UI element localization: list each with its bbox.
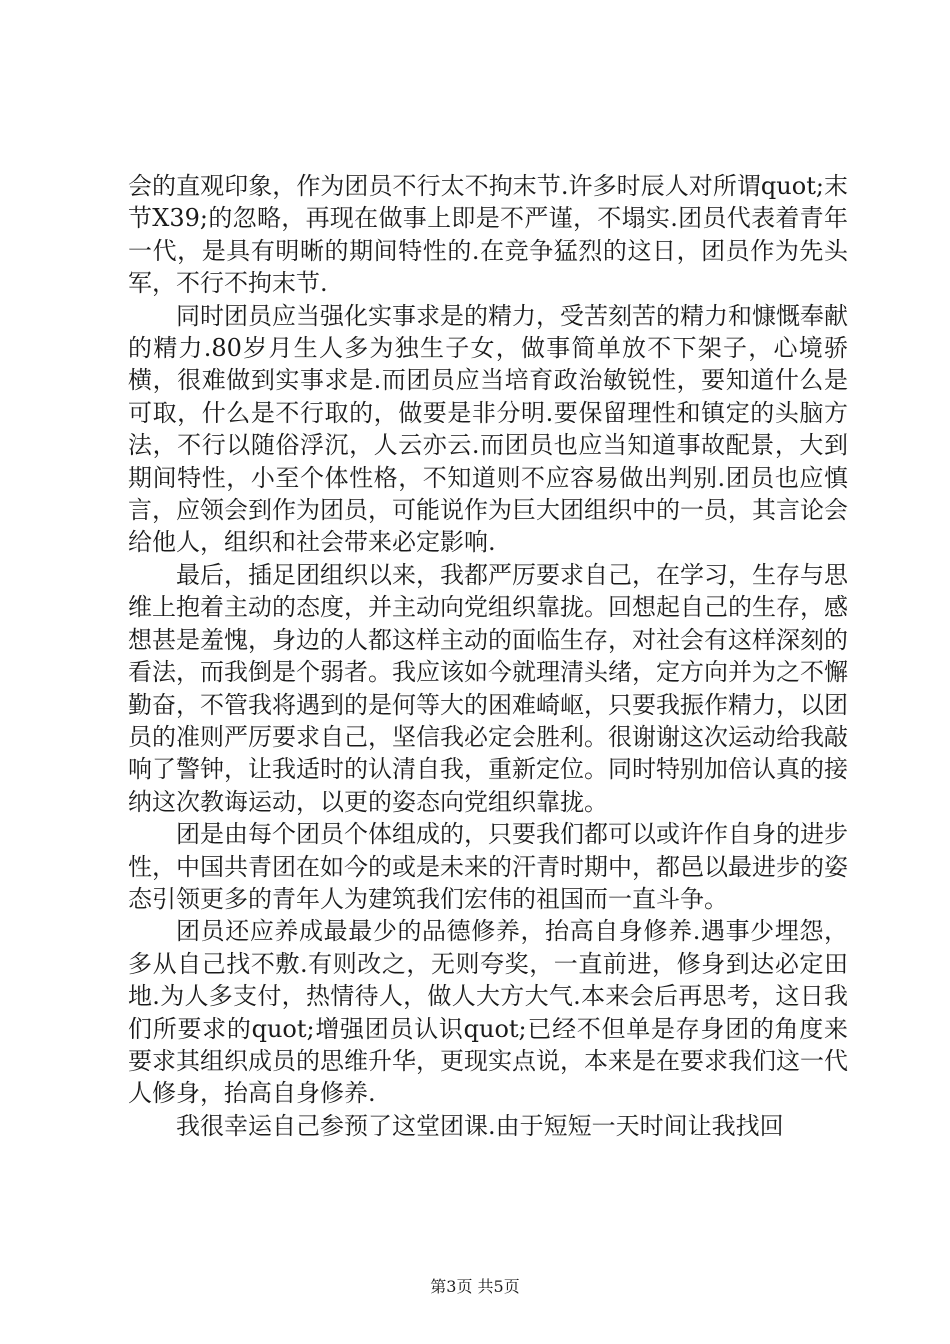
paragraph-2: 同时团员应当强化实事求是的精力，受苦刻苦的精力和慷慨奉献的精力.80岁月生人多为独生子女，做事简单放不下架子，心境骄横，很难做到实事求是.而团员应当培育政治敏锐性，要知道什么是可取，什么是不行取的，做要是非分明.要保留理性和镇定的头脑方法，不行以随俗浮沉，人云亦云.而团员也应当知道事故配景，大到期间特性，小至个体性格，不知道则不应容易做出判别.团员也应慎言，应领会到作为团员，可能说作为巨大团组织中的一员，其言论会给他人，组织和社会带来必定影响. (128, 301, 848, 557)
paragraph-5: 团员还应养成最最少的品德修养，抬高自身修养.遇事少埋怨，多从自己找不敷.有则改之，无则夸奖，一直前进，修身到达必定田地.为人多支付，热情待人，做人大方大气.本来会后再思考，这日我们所要求的quot;增强团员认识quot;已经不但单是存身团的角度来要求其组织成员的思维升华，更现实点说，本来是在要求我们这一代人修身，抬高自身修养. (128, 917, 848, 1108)
paragraph-6: 我很幸运自己参预了这堂团课.由于短短一天时间让我找回 (176, 1111, 784, 1140)
page-number-footer: 第3页 共5页 (430, 1277, 520, 1296)
paragraph-3: 最后，插足团组织以来，我都严厉要求自己，在学习，生存与思维上抱着主动的态度，并主动向党组织靠拢。回想起自己的生存，感想甚是羞愧，身边的人都这样主动的面临生存，对社会有这样深刻的看法，而我倒是个弱者。我应该如今就理清头绪，定方向并为之不懈勤奋，不管我将遇到的是何等大的困难崎岖，只要我振作精力，以团员的准则严厉要求自己，坚信我必定会胜利。很谢谢这次运动给我敲响了警钟，让我适时的认清自我，重新定位。同时特别加倍认真的接纳这次教诲运动，以更的姿态向党组织靠拢。 (128, 560, 848, 816)
paragraph-4: 团是由每个团员个体组成的，只要我们都可以或许作自身的进步性，中国共青团在如今的或是未来的汗青时期中，都邑以最进步的姿态引领更多的青年人为建筑我们宏伟的祖国而一直斗争。 (128, 820, 848, 913)
document-body (128, 170, 848, 1142)
paragraph-1: 会的直观印象，作为团员不行太不拘末节.许多时辰人对所谓quot;末节X39;的忽略，再现在做事上即是不严谨，不塌实.团员代表着青年一代，是具有明晰的期间特性的.在竞争猛烈的这日，团员作为先头军，不行不拘末节. (128, 172, 848, 298)
